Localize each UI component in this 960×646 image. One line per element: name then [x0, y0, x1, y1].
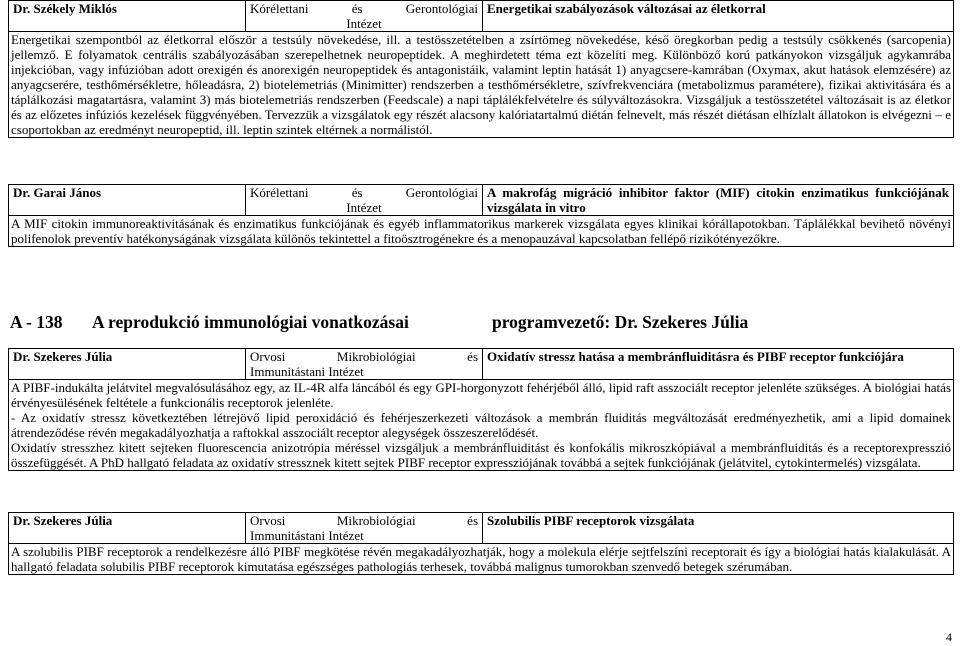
institute-line-2: Immunitástani Intézet [250, 364, 364, 379]
topic-description [9, 380, 954, 471]
institute-line-2: Intézet [346, 16, 382, 31]
description-paragraph: A szolubilis PIBF receptorok a rendelkezésre álló PIBF megkötése révén megakadályozhatják, hogy a molekula elérje sejtfelszíni receptorait és így a biológiai hatás kialakulását. A hallgató feladata solubilis PIBF receptorok kimutatása egészséges pathologiás terhesek, továbbá malignus tumorokban szenvedő betegek szérumában. [11, 544, 951, 574]
description-paragraph: A MIF citokin immunoreaktivitásának és enzimatikus funkciójának és egyéb inflammatorikus markerek vizsgálata egyes klinikai kórállapotokban. Táplálékkal bevihető növényi polifenolok preventív hatékonyságának vizsgálata különös tekintettel a fitoösztrogénekre és a menopauzával kapcsolatban fellépő rizikótényezőkre. [11, 216, 951, 246]
institute-line-2: Intézet [346, 200, 382, 215]
description-paragraph: Oxidatív stresszhez kitett sejteken fluorescencia anizotrópia méréssel vizsgáljuk a membránfluiditást és konfokális mikroszkópiával a membránfluiditás és a receptorexpresszió összefüggését. A PhD hallgató feladata az oxidatív stressznek kitett sejtek PIBF receptor expressziójának továbbá a sejtek funkciójának (jelátvitel, cytokintermelés) vizsgálata. [11, 440, 951, 470]
institute-line-2: Immunitástani Intézet [250, 528, 364, 543]
supervisor-name: Dr. Szekeres Júlia [9, 349, 246, 380]
institute [246, 513, 483, 544]
description-paragraph: Energetikai szempontból az életkorral először a testsúly növekedése, ill. a testösszetételben a zsírtömeg növekedése, késő öregkorban pedig a testsúly csökkenés (sarcopenia) jellemző. E folyamatok centrális szabályozásában szerepelhetnek neuropeptidek. A meghirdetett téma ezt közelíti meg. Különböző korú patkányokon vizsgáljuk agykamrába injekcióban, vagy infúzióban adott orexigén és anorexigén neuropeptidek és antagonistáik, valamint leptin hatását 1) anyagcsere-kamrában (Oxymax, akut hatások elemzésére) az anyagcserére, testhőmérsékletre, hőleadásra, 2) biotelemetriás (Minimitter) rendszerben a testhőmérsékletre, szívfrekvenciára (metabolizmus paramétere), fizikai aktivitására és a táplálkozási magatartásra, valamint 3) más biotelemetriás rendszerben (Feedscale) a napi táplálékfelvételre és súlyváltozásokra. Vizsgáljuk a testösszetétel változásait is az életkor és az előzetes infúziós kezelések függvényében. Tervezzük a vizsgálatok egy részét alacsony kalóriatartalmú diétán felnevelt, más részét diétásan elhízlalt állatokon is elvégezni – e csoportokban az eredményt neuropeptid, ill. leptin szintek eltérnek a normálistól. [11, 32, 951, 137]
entry-table [8, 184, 954, 247]
description-paragraph: - Az oxidatív stressz következtében létrejövő lipid peroxidáció és fehérjeszerkezeti változások a membrán fluiditás megváltozását eredményezhetik, ami a lipid domainek átrendeződése révén megakadályozhatja a raftokkal asszociált receptor alegységek összeszerelődését. [11, 410, 951, 440]
topic-description [9, 544, 954, 575]
institute [246, 185, 483, 216]
topic-description [9, 32, 954, 138]
page-number: 4 [946, 630, 952, 644]
topic-title: Oxidatív stressz hatása a membránfluiditásra és PIBF receptor funkciójára [483, 349, 954, 380]
entry-szekeres-2 [8, 512, 954, 575]
topic-title: A makrofág migráció inhibitor faktor (MIF) citokin enzimatikus funkciójának vizsgálata in vitro [483, 185, 954, 216]
topic-title: Szolubilis PIBF receptorok vizsgálata [483, 513, 954, 544]
institute-line-1: Orvosi Mikrobiológiai és [250, 349, 478, 364]
entry-table [8, 512, 954, 575]
institute-line-1: Kórélettani és Gerontológiai [250, 1, 478, 16]
institute-line-1: Kórélettani és Gerontológiai [250, 185, 478, 200]
topic-description [9, 216, 954, 247]
topic-title: Energetikai szabályozások változásai az életkorral [483, 1, 954, 32]
entry-table [8, 348, 954, 471]
module-code: A - 138 [10, 312, 63, 332]
institute [246, 349, 483, 380]
entry-table [8, 0, 954, 138]
entry-szekely [8, 0, 954, 138]
entry-garai [8, 184, 954, 247]
supervisor-name: Dr. Garai János [9, 185, 246, 216]
program-leader: programvezető: Dr. Szekeres Júlia [492, 312, 749, 332]
institute [246, 1, 483, 32]
entry-szekeres-1 [8, 348, 954, 471]
module-title: A reprodukció immunológiai vonatkozásai [92, 312, 409, 332]
description-paragraph: A PIBF-indukálta jelátvitel megvalósulásához egy, az IL-4R alfa láncából és egy GPI-horgonyzott fehérjéből álló, lipid raft asszociált receptor jelenléte szükséges. A biológiai hatás érvényesülésének feltétele a funkcionális receptorok jelenléte. [11, 380, 951, 410]
supervisor-name: Dr. Szekeres Júlia [9, 513, 246, 544]
supervisor-name: Dr. Székely Miklós [9, 1, 246, 32]
institute-line-1: Orvosi Mikrobiológiai és [250, 513, 478, 528]
